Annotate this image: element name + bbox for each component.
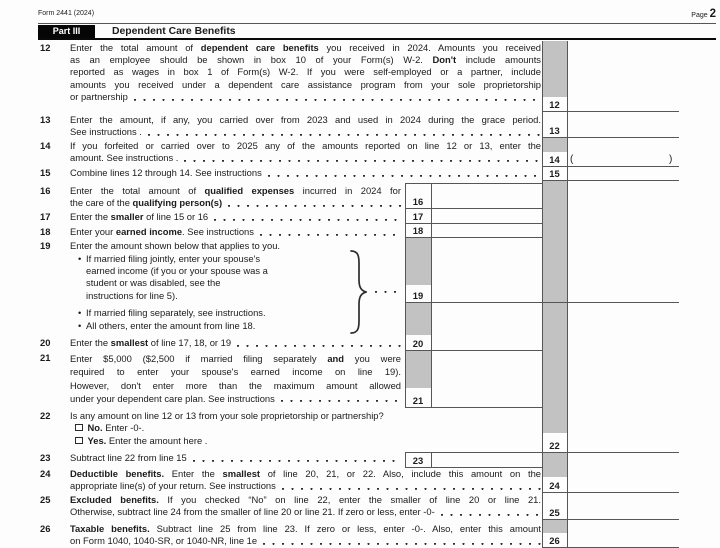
dot-leader bbox=[259, 226, 401, 238]
negative-paren-open: ( bbox=[570, 154, 574, 165]
text-line bbox=[78, 307, 350, 319]
line-18-box-number: 18 bbox=[412, 225, 424, 236]
text-run bbox=[70, 197, 222, 209]
dot-leader bbox=[227, 197, 401, 209]
text-run: Don't bbox=[432, 54, 457, 66]
dot-leader bbox=[236, 337, 401, 349]
text-line bbox=[70, 126, 541, 138]
text-run: as an employee should be shown in box 10 of your Form(s) W-2. bbox=[70, 54, 433, 66]
text-run: Enter the bbox=[70, 211, 111, 222]
line-20-number: 20 bbox=[40, 337, 51, 348]
bullet-icon: • bbox=[78, 307, 82, 318]
line-14-text bbox=[70, 140, 541, 164]
text-run: Enter $5,000 ($2,500 if married filing separately bbox=[70, 353, 328, 364]
line-13-box-number: 13 bbox=[549, 125, 560, 136]
line-14-amount-field[interactable] bbox=[576, 152, 668, 165]
dot-leader bbox=[267, 167, 541, 179]
shaded-cell bbox=[543, 137, 567, 152]
text-line bbox=[70, 91, 541, 103]
text-line bbox=[70, 66, 541, 78]
page-number: 2 bbox=[709, 8, 716, 20]
text-run: Enter -0-. bbox=[102, 421, 145, 433]
line-15-box-number: 15 bbox=[549, 168, 560, 179]
text-run bbox=[70, 337, 231, 349]
line-16-amount-field[interactable] bbox=[432, 194, 541, 207]
page-indicator bbox=[640, 6, 716, 24]
line-14-number: 14 bbox=[40, 140, 51, 151]
bullet-icon: • bbox=[78, 253, 82, 264]
line-23-text bbox=[70, 452, 401, 464]
right-column-right-rule bbox=[567, 41, 568, 547]
text-run: Enter the bbox=[164, 468, 223, 479]
text-run: Enter the total amount of bbox=[70, 42, 201, 53]
dot-leader bbox=[183, 152, 541, 164]
text-run: Yes. bbox=[87, 434, 107, 446]
text-run: you received in 2024. Amounts you received bbox=[318, 42, 541, 53]
text-run bbox=[88, 422, 145, 433]
dot-leader bbox=[280, 392, 401, 405]
line-25-text bbox=[70, 494, 541, 518]
form-number: Form 2441 (2024) bbox=[38, 10, 95, 17]
line-21-box-number: 21 bbox=[412, 395, 424, 406]
text-line bbox=[78, 320, 350, 332]
text-line: Is any amount on line 12 or 13 from your sole proprietorship or partnership? bbox=[70, 410, 384, 421]
line-14-box-number: 14 bbox=[549, 154, 560, 165]
line-17-box-number: 17 bbox=[412, 211, 424, 222]
line-25-amount-field[interactable] bbox=[568, 505, 678, 518]
negative-paren-close: ) bbox=[669, 154, 673, 165]
text-run: under your dependent care plan. See instructions bbox=[70, 393, 275, 405]
text-line bbox=[70, 140, 541, 152]
text-run: Taxable benefits. bbox=[70, 523, 150, 534]
text-run bbox=[70, 226, 254, 238]
dot-leader bbox=[374, 283, 402, 295]
bullet-icon: • bbox=[78, 320, 82, 331]
shaded-cell bbox=[543, 452, 567, 477]
line-22-no-option bbox=[75, 421, 144, 434]
dot-leader bbox=[213, 211, 401, 223]
row-rule bbox=[405, 302, 679, 303]
text-run: amounts you received under a dependent care assistance program from your sole proprietorship bbox=[70, 78, 541, 90]
line-19-number: 19 bbox=[40, 240, 51, 251]
row-rule bbox=[542, 492, 679, 493]
row-rule bbox=[542, 519, 679, 520]
line-16-box-number: 16 bbox=[412, 196, 424, 207]
text-run: dependent care benefits bbox=[200, 42, 319, 53]
text-run: Combine lines 12 through 14. See instructions bbox=[70, 167, 262, 178]
text-line: instructions for line 5). bbox=[86, 289, 178, 301]
line-24-box-number: 24 bbox=[549, 480, 560, 491]
line-17-amount-field[interactable] bbox=[432, 209, 541, 222]
text-run: required to enter your spouse's earned income on line 19). bbox=[70, 366, 401, 378]
header-thick-rule bbox=[38, 38, 716, 41]
row-rule bbox=[405, 237, 542, 238]
text-run: of line 15 or 16 bbox=[143, 211, 209, 222]
line-20-text bbox=[70, 337, 401, 349]
line-16-number: 16 bbox=[40, 185, 51, 196]
line-18-number: 18 bbox=[40, 226, 51, 237]
text-run: All others, enter the amount from line 18. bbox=[86, 320, 256, 331]
line-12-box-number: 12 bbox=[549, 99, 560, 110]
shaded-cell bbox=[543, 519, 567, 533]
text-run: qualifying person(s) bbox=[132, 197, 223, 209]
text-run: Subtract line 22 from line 15 bbox=[70, 452, 187, 463]
text-line bbox=[70, 480, 541, 492]
row-rule bbox=[405, 407, 542, 408]
text-run: However, don't enter more than the maximum amount allowed bbox=[70, 379, 401, 391]
line-20-box-number: 20 bbox=[412, 338, 424, 349]
text-line bbox=[70, 114, 541, 126]
text-run: incurred in 2024 for bbox=[294, 185, 401, 196]
line-19-amount-field[interactable] bbox=[432, 288, 541, 301]
text-run: If you forfeited or carried over to 2025 any of the amounts reported on line 12 or 13, enter the bbox=[70, 140, 541, 151]
text-run bbox=[88, 435, 208, 446]
row-rule bbox=[542, 180, 679, 181]
line-12-text bbox=[70, 42, 541, 103]
text-run: Otherwise, subtract line 24 from the smaller of line 20 or line 21. If zero or less, enter -0- bbox=[70, 506, 435, 518]
line-16-text bbox=[70, 185, 401, 209]
text-run: smallest bbox=[222, 468, 261, 479]
line-22-no-checkbox[interactable] bbox=[75, 424, 83, 432]
text-run: Enter the total amount of bbox=[70, 185, 205, 196]
shaded-cell bbox=[543, 41, 567, 97]
line-22-number: 22 bbox=[40, 410, 51, 421]
dot-leader bbox=[281, 480, 541, 492]
text-run: include amounts bbox=[456, 54, 541, 66]
line-21-text bbox=[70, 352, 401, 406]
line-25-box-number: 25 bbox=[549, 507, 560, 518]
line-13-number: 13 bbox=[40, 114, 51, 125]
text-line bbox=[70, 506, 541, 518]
line-24-number: 24 bbox=[40, 468, 51, 479]
text-line bbox=[70, 468, 541, 480]
text-run: No. bbox=[87, 421, 103, 433]
line-24-text bbox=[70, 468, 541, 492]
line-20-amount-field[interactable] bbox=[432, 336, 541, 349]
brace-icon bbox=[347, 249, 367, 335]
line-19-box-number: 19 bbox=[412, 290, 424, 301]
line-22-box-number: 22 bbox=[549, 440, 560, 451]
text-line bbox=[70, 352, 401, 365]
text-line bbox=[78, 253, 350, 265]
row-rule bbox=[405, 183, 542, 184]
text-run: Enter the bbox=[70, 337, 111, 348]
text-line bbox=[70, 152, 541, 164]
text-run: amount. See instructions . bbox=[70, 152, 179, 164]
line-23-number: 23 bbox=[40, 452, 51, 463]
text-line: student or was disabled, see the bbox=[86, 277, 221, 289]
text-run: the care of the bbox=[70, 197, 133, 209]
shaded-cell bbox=[406, 302, 431, 335]
line-18-text bbox=[70, 226, 401, 238]
line-15-amount-field[interactable] bbox=[568, 166, 678, 179]
line-25-number: 25 bbox=[40, 494, 51, 505]
dot-leader bbox=[147, 126, 541, 138]
line-15-number: 15 bbox=[40, 167, 51, 178]
line-23-box-number: 23 bbox=[412, 455, 424, 466]
text-run: on Form 1040, 1040-SR, or 1040-NR, line 1e bbox=[70, 535, 258, 547]
text-line bbox=[70, 167, 541, 179]
row-rule bbox=[542, 111, 679, 112]
text-run: If you checked “No” on line 22, enter the smaller of line 20 or line 21. bbox=[158, 494, 541, 505]
line-21-number: 21 bbox=[40, 352, 51, 363]
text-run: Enter the amount here . bbox=[106, 434, 208, 446]
text-run: . See instructions bbox=[182, 226, 254, 237]
text-run: Enter the amount, if any, you carried over from 2023 and used in 2024 during the grace period. bbox=[70, 114, 541, 125]
shaded-cell bbox=[543, 180, 567, 433]
line-18-amount-field[interactable] bbox=[432, 223, 541, 236]
dot-leader bbox=[133, 91, 541, 103]
line-19-bullet-2 bbox=[78, 307, 350, 319]
text-run: Enter your bbox=[70, 226, 116, 237]
dot-leader bbox=[192, 452, 401, 464]
line-22-yes-checkbox[interactable] bbox=[75, 437, 83, 445]
line-26-box-number: 26 bbox=[549, 535, 560, 546]
line-17-text bbox=[70, 211, 401, 223]
text-line bbox=[70, 197, 401, 209]
text-run: If married filing separately, see instructions. bbox=[86, 307, 266, 318]
line-24-amount-field[interactable] bbox=[568, 478, 678, 491]
text-run: Deductible benefits. bbox=[70, 468, 165, 479]
text-run: you were bbox=[344, 353, 401, 364]
line-22-amount-field[interactable] bbox=[568, 438, 678, 451]
page-label: Page bbox=[691, 12, 708, 19]
line-23-amount-field[interactable] bbox=[432, 453, 541, 466]
text-run: or partnership bbox=[70, 90, 128, 102]
text-run: See instructions . bbox=[70, 126, 142, 138]
text-line bbox=[70, 379, 401, 392]
text-run: reported as wages in box 1 of Form(s) W-2. If you were self-employed or a partner, include bbox=[70, 66, 541, 78]
part-title: Dependent Care Benefits bbox=[112, 26, 236, 37]
row-rule bbox=[405, 350, 542, 351]
header-top-rule bbox=[38, 23, 716, 24]
right-column-left-rule bbox=[542, 41, 543, 547]
text-run: If married filing jointly, enter your spouse's bbox=[86, 253, 261, 264]
text-run: of line 20, 21, or 22. Also, include this amount on the bbox=[260, 468, 541, 479]
line-15-text bbox=[70, 167, 541, 179]
text-line bbox=[70, 392, 401, 405]
text-line bbox=[70, 54, 541, 66]
text-run: Excluded benefits. bbox=[70, 494, 159, 505]
text-line: earned income (if you or your spouse was a bbox=[86, 265, 268, 277]
text-line bbox=[70, 452, 401, 464]
text-line: Enter the amount shown below that applies to you. bbox=[70, 240, 281, 251]
text-line bbox=[70, 337, 401, 349]
line-26-number: 26 bbox=[40, 523, 51, 534]
part-iii-label: Part III bbox=[38, 25, 95, 38]
line-12-amount-field[interactable] bbox=[568, 97, 678, 110]
shaded-cell bbox=[406, 350, 431, 388]
text-run bbox=[70, 211, 208, 223]
text-line bbox=[70, 226, 401, 238]
text-run: Subtract line 25 from line 23. If zero or less, enter -0-. Also, enter this amount bbox=[149, 523, 541, 534]
text-run: earned income bbox=[115, 226, 183, 237]
text-line bbox=[70, 523, 541, 535]
text-run: and bbox=[327, 353, 344, 364]
text-line bbox=[70, 185, 401, 197]
line-13-text bbox=[70, 114, 541, 138]
line-12-number: 12 bbox=[40, 42, 51, 53]
line-26-text bbox=[70, 523, 541, 547]
text-line bbox=[70, 79, 541, 91]
line-19-bullet-3 bbox=[78, 320, 350, 332]
line-17-number: 17 bbox=[40, 211, 51, 222]
text-run: smallest bbox=[110, 337, 149, 348]
dot-leader bbox=[440, 506, 541, 518]
row-rule bbox=[542, 137, 679, 138]
line-21-amount-field[interactable] bbox=[432, 393, 541, 406]
text-run: appropriate line(s) of your return. See instructions bbox=[70, 480, 276, 492]
line-26-amount-field[interactable] bbox=[568, 533, 678, 546]
text-line bbox=[70, 211, 401, 223]
text-run: smaller bbox=[110, 211, 144, 222]
text-line bbox=[70, 535, 541, 547]
text-line bbox=[70, 365, 401, 378]
text-run: of line 17, 18, or 19 bbox=[148, 337, 232, 348]
line-19-bullet-1 bbox=[78, 253, 350, 302]
text-run: qualified expenses bbox=[204, 185, 295, 196]
line-22-yes-option bbox=[75, 434, 541, 447]
line-13-amount-field[interactable] bbox=[568, 123, 678, 136]
text-line bbox=[70, 42, 541, 54]
dot-leader bbox=[262, 535, 541, 547]
text-line bbox=[70, 494, 541, 506]
